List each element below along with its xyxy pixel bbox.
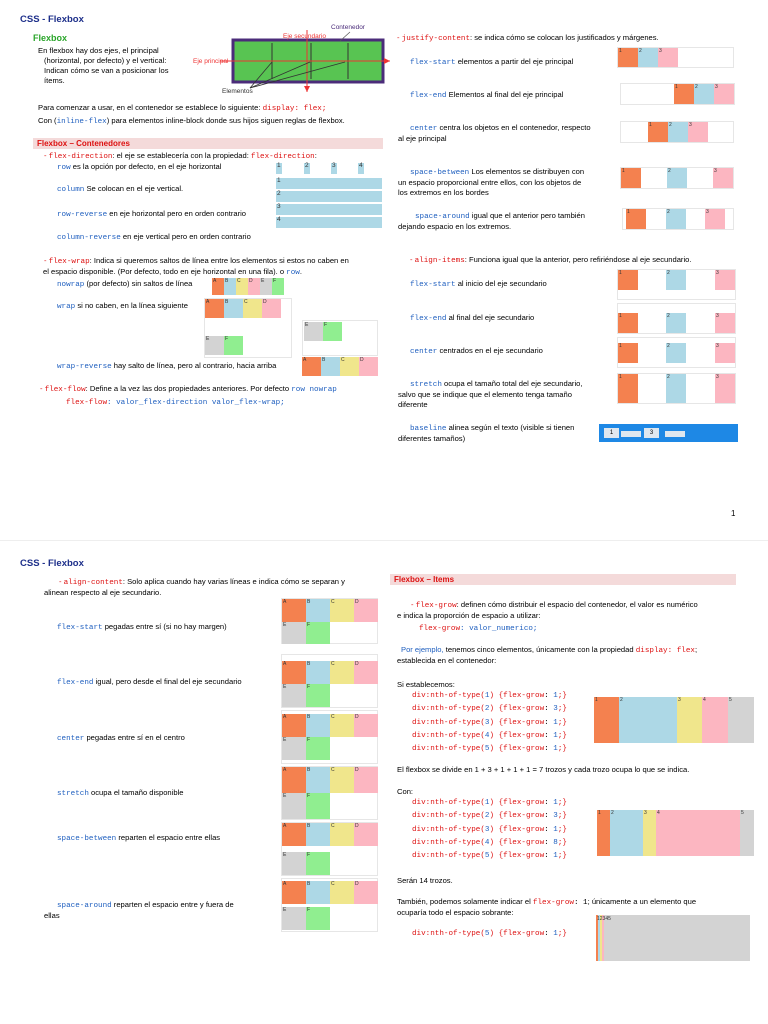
wrap-reverse-demo: A B C D [302, 357, 378, 376]
code-line: div:nth-of-type(1) {flex-grow: 1;} [412, 799, 567, 807]
jc-center-demo: 1 2 3 [620, 121, 734, 143]
flexbox-heading: Flexbox [33, 33, 68, 43]
intro-line: (horizontal, por defecto) y el vertical: [44, 56, 167, 65]
code-block-3: div:nth-of-type(5) {flex-grow: 1;} [412, 930, 567, 938]
also-text: También, podemos solamente indicar el flex-grow: 1; únicamente a un elemento que ocuparía todo el espacio sobrante: [397, 897, 697, 917]
code-line: div:nth-of-type(3) {flex-grow: 1;} [412, 718, 567, 727]
flex-flow-definition: - flex-flow: Define a la vez las dos propiedades anteriores. Por defecto row nowrap [40, 384, 337, 394]
ac-flex-end-option: flex-end igual, pero desde el final del eje secundario [57, 677, 242, 687]
wrap-reverse-option: wrap-reverse hay salto de línea, pero al contrario, hacia arriba [57, 361, 277, 371]
containers-heading: Flexbox – Contenedores [33, 138, 383, 149]
row-reverse-option: row-reverse en eje horizontal pero en orden contrario [57, 209, 247, 219]
diagram-label-main-axis: Eje principal [193, 58, 229, 65]
ac-center-demo: A B C D E F [281, 710, 378, 764]
row-demo: 1 2 3 4 [276, 163, 384, 174]
ai-center-option: center centrados en el eje secundario [410, 346, 543, 356]
column-reverse-option: column-reverse en eje vertical pero en orden contrario [57, 232, 251, 242]
intro-line: ítems. [44, 76, 65, 85]
ac-flex-start-option: flex-start pegadas entre sí (si no hay margen) [57, 622, 227, 632]
ai-center-demo: 1 2 3 [617, 337, 736, 368]
ac-stretch-demo: A B C D E F [281, 766, 378, 820]
con-text: Con: [397, 787, 414, 796]
grow-demo-2: 1 2 3 4 5 [597, 810, 754, 856]
column-option: column Se colocan en el eje vertical. [57, 184, 184, 194]
jc-space-around-option: space-around igual que el anterior pero también dejando espacio en los extremos. [398, 211, 585, 231]
start-sentence: Para comenzar a usar, en el contenedor se establece lo siguiente: display: flex; [38, 103, 327, 113]
seran-text: Serán 14 trozos. [397, 876, 453, 885]
diagram-label-elements: Elementos [222, 88, 253, 95]
jc-space-around-demo: 1 2 3 [622, 208, 734, 230]
intro-line: En flexbox hay dos ejes, el principal [38, 46, 159, 55]
ac-space-between-demo: A B C D E F [281, 822, 378, 876]
code-block-2 [412, 797, 567, 863]
diagram-label-container: Contenedor [331, 24, 365, 31]
grow-demo-1: 1 2 3 4 5 [594, 697, 754, 743]
code-line: div:nth-of-type(5) {flex-grow: 1;} [412, 852, 567, 861]
align-content-definition: - align-content: Solo aplica cuando hay varias líneas e indica cómo se separan y alinean respecto al eje secundario. [44, 577, 345, 597]
column-demo: 1 2 3 4 [276, 178, 382, 228]
nowrap-demo: A B C D E F [212, 278, 288, 295]
wrap-option: wrap si no caben, en la línea siguiente [57, 301, 188, 311]
example-intro: Por ejemplo, tenemos cinco elementos, únicamente con la propiedad display: flex; establecida en el contenedor: [397, 645, 698, 665]
ac-flex-end-demo: A B C D E F [281, 654, 378, 708]
divide-text: El flexbox se divide en 1 + 3 + 1 + 1 + 1 = 7 trozos y cada trozo ocupa lo que se indica. [397, 765, 690, 774]
jc-flex-start-option: flex-start elementos a partir del eje principal [410, 57, 574, 67]
code-line: div:nth-of-type(5) {flex-grow: 1;} [412, 745, 567, 754]
row-option: row es la opción por defecto, en el eje horizontal [57, 162, 222, 172]
wrap-reverse-top-demo: E F [302, 320, 378, 356]
nowrap-option: nowrap (por defecto) sin saltos de línea [57, 279, 193, 289]
intro-line: Indican cómo se van a posicionar los [44, 66, 169, 75]
flexbox-intro [38, 46, 198, 86]
ac-flex-start-demo: A B C D E F [281, 598, 378, 644]
align-items-definition: - align-items: Funciona igual que la anterior, pero refiriéndose al eje secundario. [410, 255, 692, 265]
ai-baseline-demo: 1 3 [599, 424, 738, 442]
ai-flex-start-option: flex-start al inicio del eje secundario [410, 279, 547, 289]
ai-stretch-demo: 1 2 3 [617, 373, 736, 404]
code-line: div:nth-of-type(2) {flex-grow: 3;} [412, 705, 567, 714]
ai-flex-end-option: flex-end al final del eje secundario [410, 313, 535, 323]
flex-grow-syntax: flex-grow: valor_numerico; [419, 625, 538, 633]
ac-stretch-option: stretch ocupa el tamaño disponible [57, 788, 184, 798]
jc-center-option: center centra los objetos en el contenedor, respecto al eje principal [398, 123, 591, 143]
ai-baseline-option: baseline alinea según el texto (visible si tienen diferentes tamaños) [398, 423, 575, 443]
wrap-demo: A B C D E F [204, 298, 292, 358]
code-line: div:nth-of-type(4) {flex-grow: 1;} [412, 731, 567, 740]
jc-space-between-option: space-between Los elementos se distribuyen con un espacio proporcional entre ellos, con los objetos de los extremos en los bordes [398, 167, 585, 197]
grow-demo-3: 12345 [596, 915, 750, 961]
code-line: div:nth-of-type(3) {flex-grow: 1;} [412, 825, 567, 834]
ai-flex-start-demo: 1 2 3 [617, 269, 736, 300]
jc-flex-start-demo: 1 2 3 [617, 47, 734, 68]
code-line: div:nth-of-type(1) {flex-grow: 1;} [412, 692, 567, 700]
page-title: CSS - Flexbox [20, 14, 84, 25]
jc-space-between-demo: 1 2 3 [620, 167, 734, 189]
ai-flex-end-demo: 1 2 3 [617, 303, 736, 334]
diagram-label-secondary-axis: Eje secundario [283, 33, 326, 40]
si-establecemos: Si establecemos: [397, 680, 455, 689]
page-title: CSS - Flexbox [20, 558, 84, 569]
page-number: 1 [731, 509, 736, 518]
jc-flex-end-demo: 1 2 3 [620, 83, 735, 105]
ai-stretch-option: stretch ocupa el tamaño total del eje secundario, salvo que se indique que el elemento tenga tamaño diferente [398, 379, 583, 409]
jc-flex-end-option: flex-end Elementos al final del eje principal [410, 90, 564, 100]
code-line: div:nth-of-type(4) {flex-grow: 8;} [412, 838, 567, 847]
ac-space-around-option: space-around reparten el espacio entre y fuera de ellas [44, 900, 234, 920]
items-heading: Flexbox – Items [390, 574, 736, 585]
code-line: div:nth-of-type(2) {flex-grow: 3;} [412, 812, 567, 821]
ac-space-between-option: space-between reparten el espacio entre ellas [57, 833, 221, 843]
code-block-1 [412, 690, 567, 756]
flex-wrap-definition: - flex-wrap: Indica si queremos saltos de línea entre los elementos si estos no caben en el espacio disponible. (Por defecto, todo en eje horizontal en una fila). o row. [43, 256, 349, 277]
inline-flex-sentence: Con (inline-flex) para elementos inline-block donde sus hijos siguen reglas de flexbox. [38, 116, 345, 126]
flex-grow-definition: - flex-grow: definen cómo distribuir el espacio del contenedor, el valor es numérico e indica la proporción de espacio a utilizar: [397, 600, 698, 620]
flex-direction-definition: - flex-direction: el eje se establecería con la propiedad: flex-direction: [44, 151, 317, 161]
ac-center-option: center pegadas entre sí en el centro [57, 733, 185, 743]
page-divider [0, 540, 768, 541]
flex-flow-syntax: flex-flow: valor_flex-direction valor_flex-wrap; [66, 399, 285, 407]
ac-space-around-demo: A B C D E F [281, 878, 378, 932]
justify-content-definition: - justify-content: se indica cómo se colocan los justificados y márgenes. [397, 33, 659, 43]
